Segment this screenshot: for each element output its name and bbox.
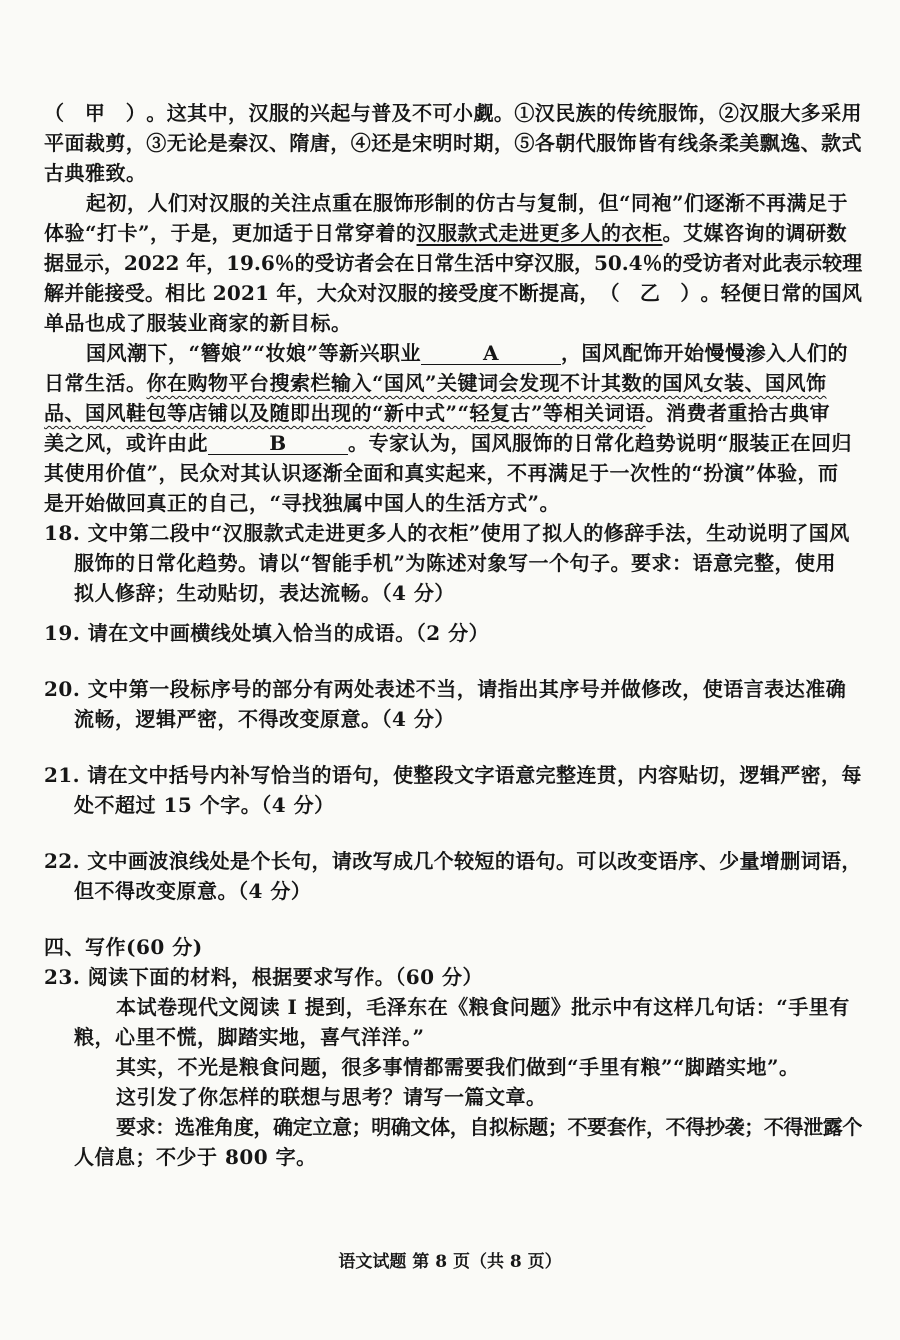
material-line1: 本试卷现代文阅读 I 提到，毛泽东在《粮食问题》批示中有这样几句话：“手里有	[116, 995, 850, 1019]
question-18-line2: 服饰的日常化趋势。请以“智能手机”为陈述对象写一个句子。要求：语意完整，使用	[74, 551, 837, 575]
passage-text: 。艾媒咨询的调研数	[662, 221, 848, 245]
passage-text: 体验“打卡”，于是，更加适于日常穿着的	[44, 221, 417, 245]
passage-text: 。轻便日常的国风	[700, 281, 863, 305]
underlined-phrase: 汉服款式走进更多人的衣柜	[416, 221, 663, 245]
question-23-prompt: 23. 阅读下面的材料，根据要求写作。（60 分）	[44, 965, 484, 989]
wavy-underlined-sentence: 你在购物平台搜索栏输入“国风”关键词会发现不计其数的国风女装、国风饰	[146, 371, 827, 395]
requirements-line1: 要求：选准角度，确定立意；明确文体，自拟标题；不要套作，不得抄袭；不得泄露个	[116, 1115, 862, 1139]
passage-p3-line6: 是开始做回真正的自己，“寻找独属中国人的生活方式”。	[44, 491, 561, 515]
blank-a: A	[421, 342, 561, 365]
question-22-line2: 但不得改变原意。（4 分）	[74, 879, 312, 903]
material-line4: 这引发了你怎样的联想与思考？请写一篇文章。	[116, 1085, 547, 1109]
parenthesis-jia-blank: （ 甲 ）	[44, 101, 147, 125]
passage-p2-line2	[44, 220, 847, 246]
passage-text: ，国风配饰开始慢慢渗入人们的	[561, 341, 849, 365]
page-footer: 语文试题 第 8 页（共 8 页）	[338, 1252, 562, 1272]
passage-text: 解并能接受。相比 2021 年，大众对汉服的接受度不断提高，	[44, 281, 600, 305]
passage-p3-line1	[86, 340, 848, 366]
section-title-writing: 四、写作(60 分)	[44, 935, 203, 959]
passage-p1-line1	[44, 100, 862, 126]
passage-text: 。专家认为，国风服饰的日常化趋势说明“服装正在回归	[348, 431, 853, 455]
passage-text: 美之风，或许由此	[44, 431, 208, 455]
question-20-line1: 20. 文中第一段标序号的部分有两处表述不当，请指出其序号并做修改，使语言表达准确	[44, 677, 847, 701]
passage-text: 。这其中，汉服的兴起与普及不可小觑。①汉民族的传统服饰，②汉服大多采用	[146, 101, 862, 125]
passage-p2-line5: 单品也成了服装业商家的新目标。	[44, 311, 352, 335]
passage-p3-line5: 其使用价值”，民众对其认识逐渐全面和真实起来，不再满足于一次性的“扮演”体验，而	[44, 461, 839, 485]
passage-p1-line3: 古典雅致。	[44, 161, 147, 185]
question-18-line3: 拟人修辞；生动贴切，表达流畅。（4 分）	[74, 581, 455, 605]
passage-text: 日常生活。	[44, 371, 147, 395]
passage-p2-line1: 起初，人们对汉服的关注点重在服饰形制的仿古与复制，但“同袍”们逐渐不再满足于	[86, 191, 849, 215]
question-19-line1: 19. 请在文中画横线处填入恰当的成语。（2 分）	[44, 621, 490, 645]
passage-p3-line4	[44, 430, 852, 456]
blank-b: B	[208, 432, 348, 455]
passage-text: 。消费者重拾古典审	[645, 401, 831, 425]
requirements-line2: 人信息；不少于 800 字。	[74, 1145, 317, 1169]
question-21-line2: 处不超过 15 个字。（4 分）	[74, 793, 335, 817]
wavy-underlined-sentence: 品、国风鞋包等店铺以及随即出现的“新中式”“轻复古”等相关词语	[44, 401, 646, 425]
parenthesis-yi-blank: （ 乙 ）	[599, 281, 701, 305]
material-line2: 粮，心里不慌，脚踏实地，喜气洋洋。”	[74, 1025, 425, 1049]
question-18-line1: 18. 文中第二段中“汉服款式走进更多人的衣柜”使用了拟人的修辞手法，生动说明了国风	[44, 521, 850, 545]
passage-p2-line3: 据显示，2022 年，19.6％的受访者会在日常生活中穿汉服，50.4％的受访者对此表示较理	[44, 251, 863, 275]
question-21-line1: 21. 请在文中括号内补写恰当的语句，使整段文字语意完整连贯，内容贴切，逻辑严密，每	[44, 763, 862, 787]
passage-p2-line4	[44, 280, 862, 306]
question-22-line1: 22. 文中画波浪线处是个长句，请改写成几个较短的语句。可以改变语序、少量增删词语，	[44, 849, 862, 873]
passage-p1-line2: 平面裁剪，③无论是秦汉、隋唐，④还是宋明时期，⑤各朝代服饰皆有线条柔美飘逸、款式	[44, 131, 862, 155]
material-line3: 其实，不光是粮食问题，很多事情都需要我们做到“手里有粮”“脚踏实地”。	[116, 1055, 800, 1079]
passage-text: 国风潮下，“簪娘”“妆娘”等新兴职业	[86, 341, 422, 365]
passage-p3-line2	[44, 370, 827, 396]
passage-p3-line3	[44, 400, 830, 426]
question-20-line2: 流畅，逻辑严密，不得改变原意。（4 分）	[74, 707, 455, 731]
